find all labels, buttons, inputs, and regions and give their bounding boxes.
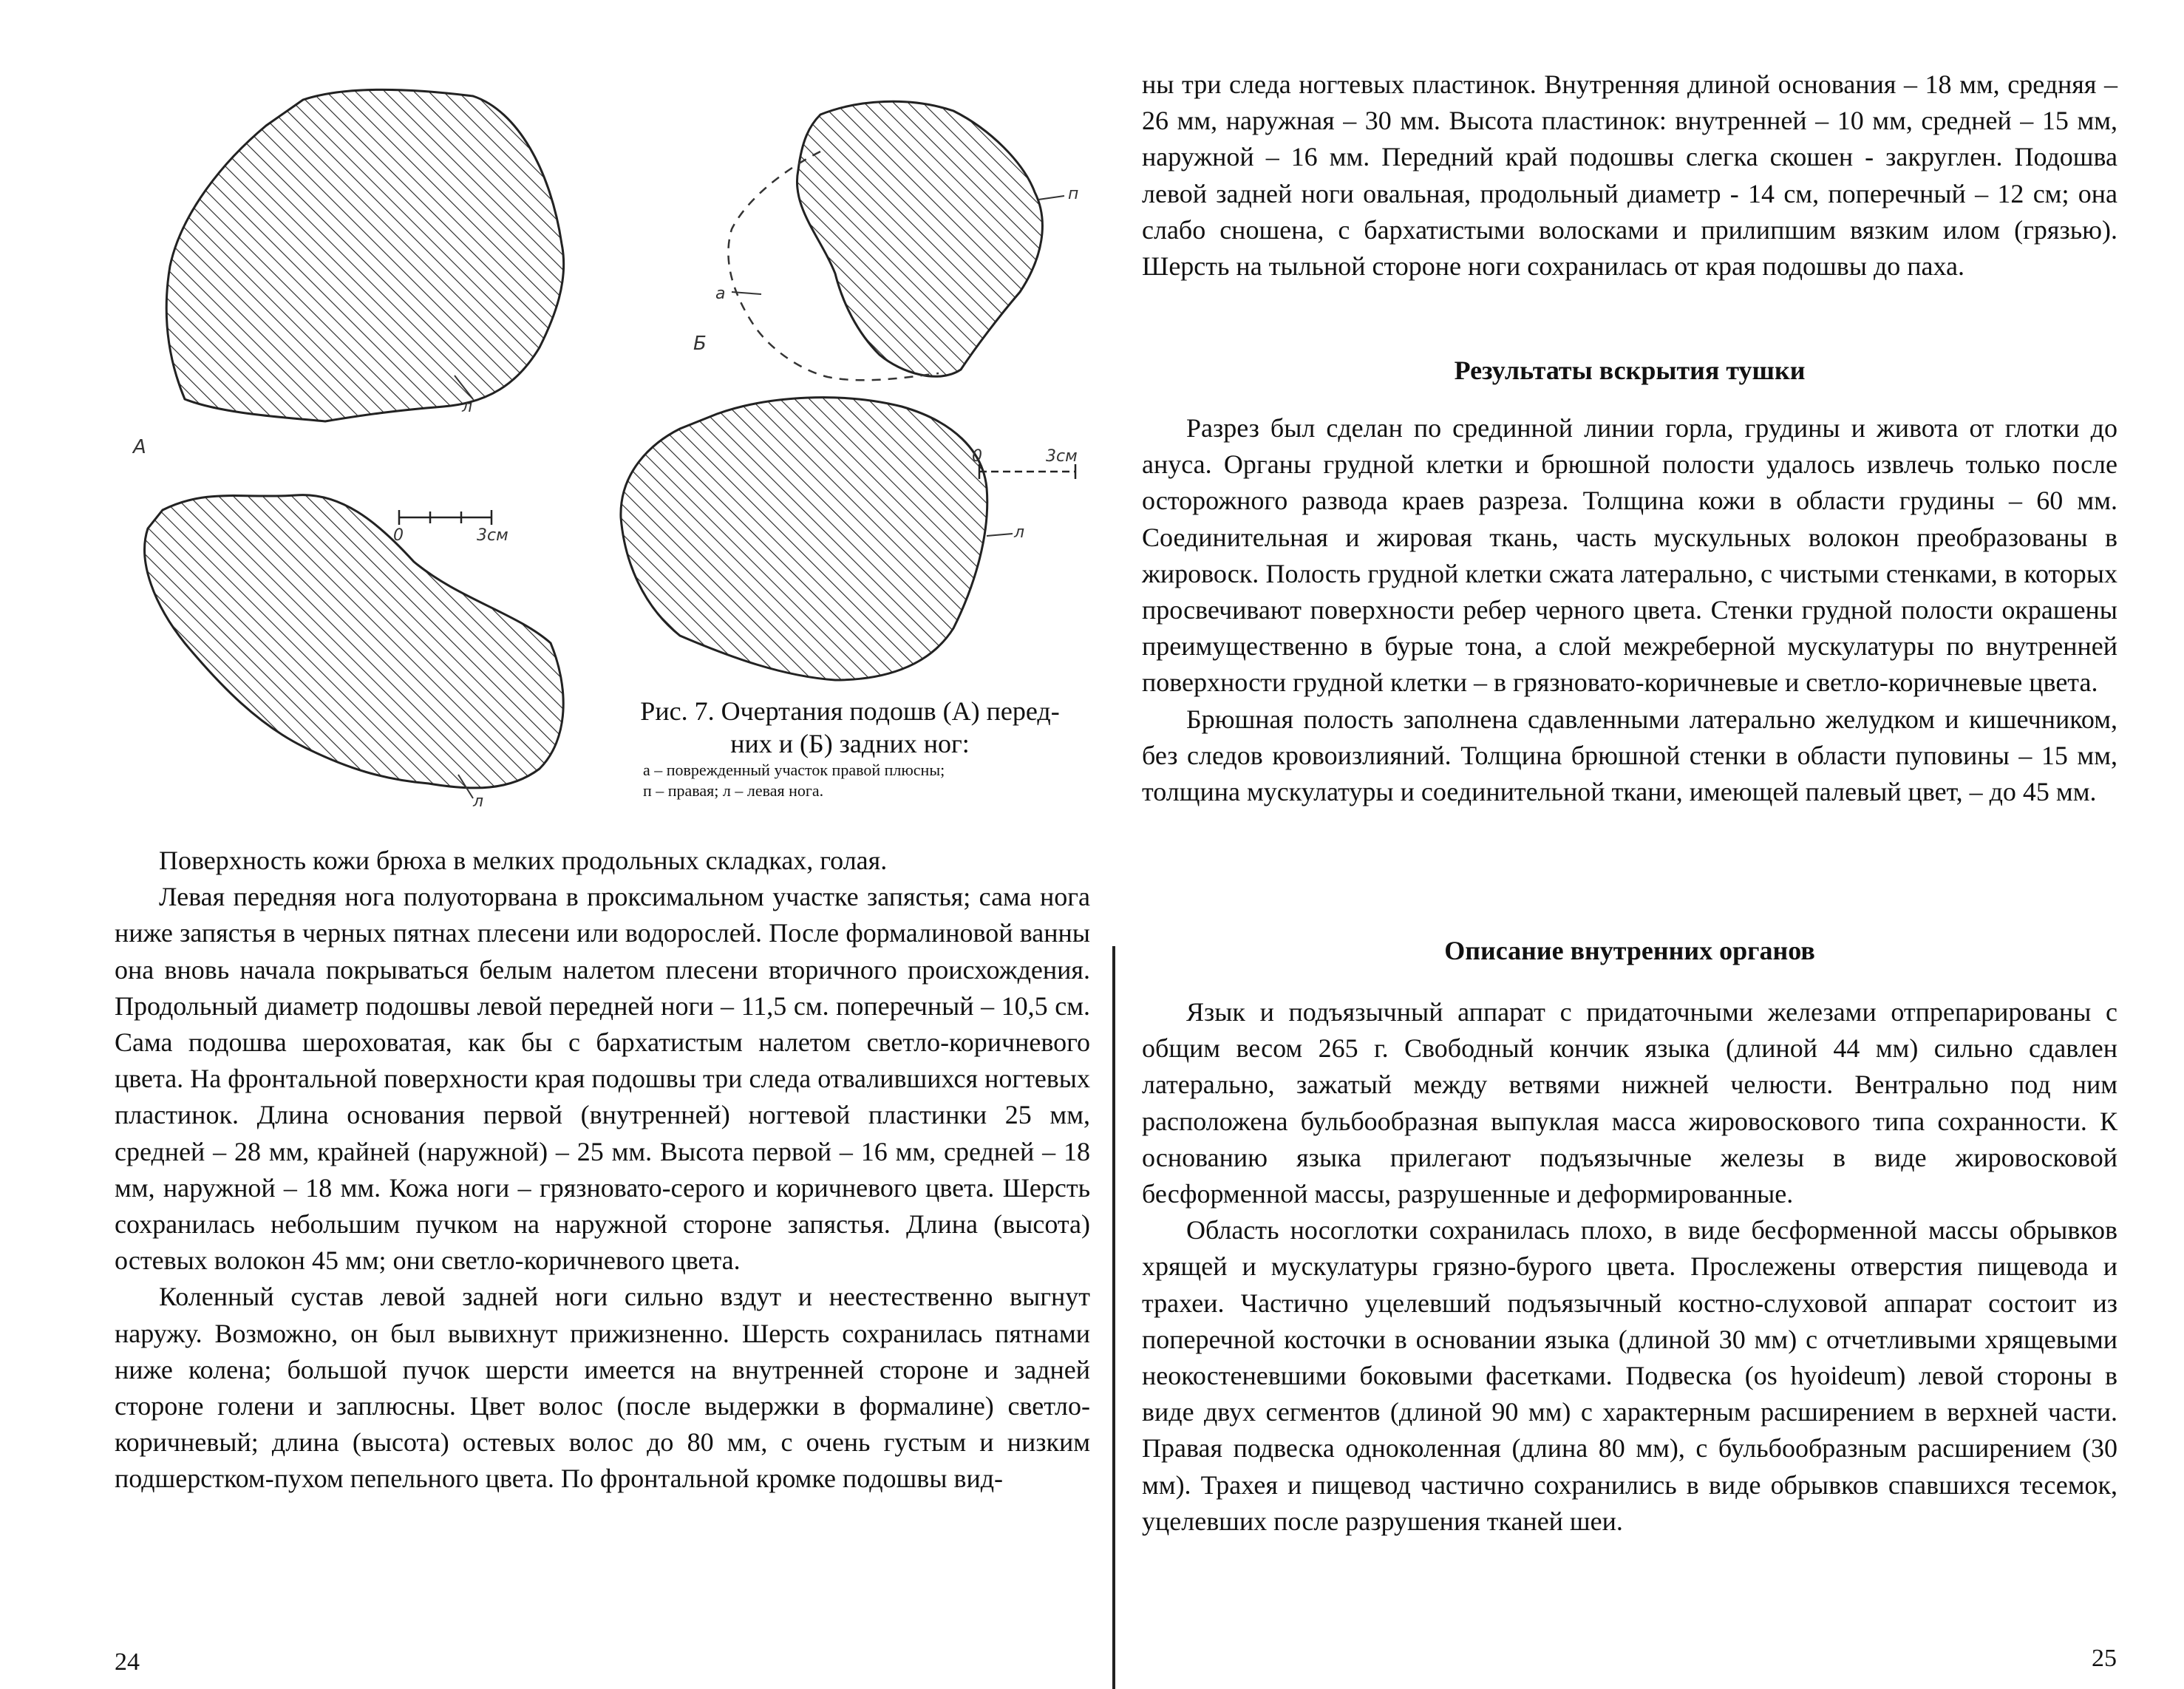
sole-hind-right-outline bbox=[621, 398, 987, 680]
figure-label-b: Б bbox=[693, 333, 707, 355]
organs-paragraph-1: Язык и подъязычный аппарат с придаточными железами отпрепарированы с общим весом 265 г. Свободный кончик языка (длиной 44 мм) сильно сдавлен латерально, зажатый между ветвями нижней челюсти. Вентрально под ним расположена бульбообразная выпуклая масса жировоскового типа сохранности. К основанию языка прилегают подъязычные железы в виде жировосковой бесформенной массы, разрушенные и деформированные. bbox=[1142, 997, 2117, 1209]
caption-note-line-2: п – правая; л – левая нога. bbox=[643, 781, 824, 800]
figure-label-left-2: л bbox=[473, 792, 484, 811]
caption-main-line-2: них и (Б) задних ног: bbox=[730, 729, 970, 758]
scale-zero-1: 0 bbox=[393, 526, 404, 545]
figure-label-left-1: л bbox=[462, 398, 473, 416]
left-paragraph-1: Поверхность кожи брюха в мелких продольных складках, голая. bbox=[159, 846, 888, 875]
right-top-paragraph: ны три следа ногтевых пластинок. Внутренняя длиной основания – 18 мм, средняя – 26 мм, наружная – 30 мм. Высота пластинок: внутренней – 10 мм, средней – 15 мм, наружной – 16 мм. Передний край подошвы слегка скошен - закруглен. Подошва левой задней ноги овальная, продольный диаметр - 14 см, поперечный – 12 см; она слабо сношена, с бархатистыми волосками и прилипшим вязким илом (грязью). Шерсть на тыльной стороне ноги сохранилась от края подошвы до паха. bbox=[1142, 69, 2117, 282]
results-section bbox=[1142, 410, 2117, 810]
leader-line-l3 bbox=[987, 534, 1013, 536]
figure-label-right: п bbox=[1068, 185, 1079, 203]
results-paragraph-1: Разрез был сделан по срединной линии горла, грудины и живота от глотки до ануса. Органы грудной клетки и брюшной полости удалось извлечь только после осторожного развода краев разреза. Толщина кожи в области грудины – 60 мм. Соединительная и жировая ткань, часть мускульных волокон преобразованы в жировоск. Полость грудной клетки сжата латерально, с чистыми стенками, в которых просвечивают поверхности ребер черного цвета. Стенки грудной полости окрашены преимущественно в бурые тона, а слой межреберной мускулатуры по внутренней поверхности грудной клетки – в грязновато-коричневые и светло-коричневые цвета. bbox=[1142, 413, 2117, 698]
organs-section bbox=[1142, 994, 2117, 1540]
caption-note-line-1: а – поврежденный участок правой плюсны; bbox=[643, 761, 945, 779]
left-paragraph-2: Левая передняя нога полуоторвана в проксимальном участке запястья; сама нога ниже запястья в черных пятнах плесени или водорослей. После формалиновой ванны она вновь начала покрываться белым налетом плесени вторичного происхождения. Продольный диаметр подошвы левой передней ноги – 11,5 см. поперечный – 10,5 см. Сама подошва шероховатая, как бы с бархатистым налетом светло-коричневого цвета. На фронтальной поверхности края подошвы три следа отвалившихся ногтевых пластинок. Длина основания первой (внутренней) ногтевой пластинки 25 мм, средней – 28 мм, крайней (наружной) – 25 мм. Высота первой – 16 мм, средней – 18 мм, наружной – 18 мм. Кожа ноги – грязновато-серого и коричневого цвета. Шерсть сохранилась небольшим пучком на наружной стороне запястья. Длина (высота) остевых волокон 45 мм; они светло-коричневого цвета. bbox=[115, 882, 1090, 1276]
sole-front-left-outline bbox=[166, 89, 563, 421]
sole-hind-left-outline bbox=[797, 101, 1042, 376]
right-page bbox=[1112, 0, 2184, 1689]
figure-label-left-3: л bbox=[1014, 523, 1025, 542]
scale-bar-1 bbox=[399, 510, 491, 525]
scale-zero-2: 0 bbox=[972, 447, 982, 466]
scale-3cm-1: 3см bbox=[477, 526, 508, 545]
leader-line-p bbox=[1038, 196, 1064, 200]
results-paragraph-2: Брюшная полость заполнена сдавленными латерально желудком и кишечником, без следов кровоизлияний. Толщина брюшной стенки в области пуповины – 15 мм, толщина мускулатуры и соединительной ткани, имеющей палевый цвет, – до 45 мм. bbox=[1142, 704, 2117, 807]
caption-main-line-1: Рис. 7. Очертания подошв (А) перед- bbox=[640, 696, 1060, 726]
left-page-body bbox=[115, 843, 1090, 1498]
scale-bar-2 bbox=[979, 464, 1075, 479]
figure-label-damaged: а bbox=[715, 285, 726, 303]
figure-label-a: А bbox=[133, 436, 146, 458]
page-number-left: 24 bbox=[115, 1648, 140, 1676]
figure-caption bbox=[613, 695, 1086, 801]
heading-organs: Описание внутренних органов bbox=[1444, 936, 1815, 965]
left-paragraph-3: Коленный сустав левой задней ноги сильно вздут и неестественно выгнут наружу. Возможно, он был вывихнут прижизненно. Шерсть сохранилась пятнами ниже колена; большой пучок шерсти имеется на внутренней стороне и задней стороне голени и заплюсны. Цвет волос (после выдержки в формалине) светло-коричневый; длина (высота) остевых волос до 80 мм, с очень густым и низким подшерстком-пухом пепельного цвета. По фронтальной кромке подошвы вид- bbox=[115, 1282, 1090, 1494]
page-number-right: 25 bbox=[2092, 1645, 2117, 1672]
organs-paragraph-2: Область носоглотки сохранилась плохо, в виде бесформенной массы обрывков хрящей и мускулатуры грязно-бурого цвета. Прослежены отверстия пищевода и трахеи. Частично уцелевший подъязычный костно-слуховой аппарат состоит из поперечной косточки в основании языка (длиной 30 мм) с отчетливыми хрящевыми неокостеневшими боковыми фасетками. Подвеска (os hyoideum) левой стороны в виде двух сегментов (длиной 90 мм) с характерным расширением в верхней части. Правая подвеска одноколенная (длина 80 мм), с бульбообразным расширением (30 мм). Трахея и пищевод частично сохранились в виде обрывков спавшихся тесемок, уцелевших после разрушения тканей шеи. bbox=[1142, 1215, 2117, 1536]
heading-results: Результаты вскрытия тушки bbox=[1454, 356, 1806, 385]
right-page-top-paragraph bbox=[1142, 67, 2117, 285]
scale-3cm-2: 3см bbox=[1046, 447, 1078, 466]
